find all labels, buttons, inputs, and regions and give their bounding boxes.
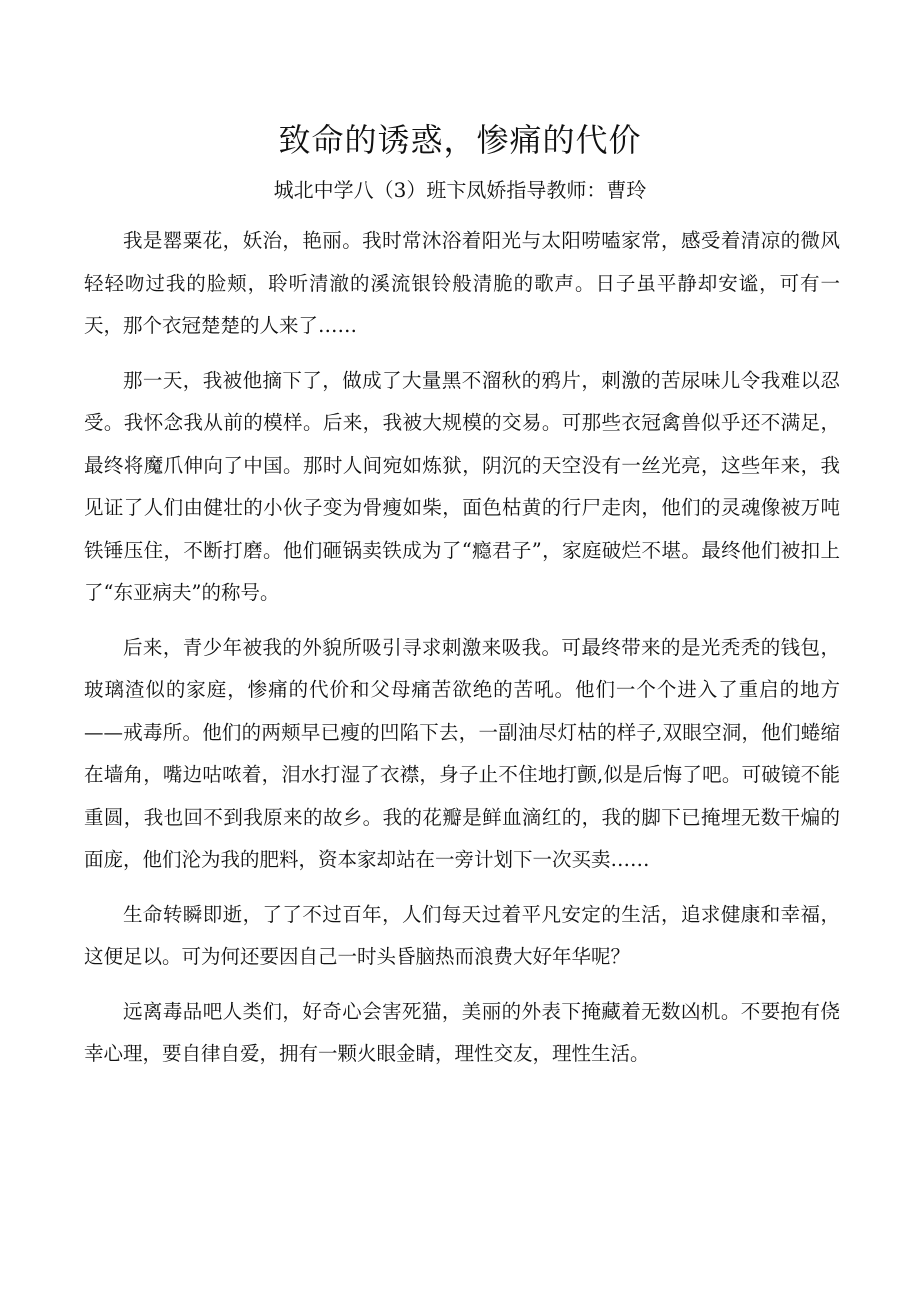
paragraph: 生命转瞬即逝，了了不过百年，人们每天过着平凡安定的生活，追求健康和幸福，这便足以。可为何还要因自己一时头昏脑热而浪费大好年华呢？ [84, 902, 840, 968]
document-title: 致命的诱惑，惨痛的代价 [278, 121, 642, 159]
author-byline: 城北中学八（3）班卞凤娇指导教师：曹玲 [273, 178, 647, 202]
paragraph: 后来，青少年被我的外貌所吸引寻求刺激来吸我。可最终带来的是光秃秃的钱包，玻璃渣似的家庭，惨痛的代价和父母痛苦欲绝的苦吼。他们一个个进入了重启的地方——戒毒所。他们的两颊早已瘦的凹陷下去，一副油尽灯枯的样子,双眼空洞，他们蜷缩在墙角，嘴边咕哝着，泪水打湿了衣襟，身子止不住地打颤,似是后悔了吧。可破镜不能重圆，我也回不到我原来的故乡。我的花瓣是鲜血滴红的，我的脚下已掩埋无数干煸的面庞，他们沦为我的肥料，资本家却站在一旁计划下一次买卖…… [84, 635, 840, 871]
paragraph: 远离毒品吧人类们，好奇心会害死猫，美丽的外表下掩藏着无数凶机。不要抱有侥幸心理，要自律自爱，拥有一颗火眼金睛，理性交友，理性生活。 [84, 999, 840, 1065]
paragraph: 那一天，我被他摘下了，做成了大量黑不溜秋的鸦片，刺激的苦尿味儿令我难以忍受。我怀念我从前的模样。后来，我被大规模的交易。可那些衣冠禽兽似乎还不满足，最终将魔爪伸向了中国。那时人间宛如炼狱，阴沉的天空没有一丝光亮，这些年来，我见证了人们由健壮的小伙子变为骨瘦如柴，面色枯黄的行尸走肉，他们的灵魂像被万吨铁锤压住，不断打磨。他们砸锅卖铁成为了“瘾君子”，家庭破烂不堪。最终他们被扣上了“东亚病夫”的称号。 [84, 368, 840, 604]
article-body [84, 220, 840, 1088]
paragraph: 我是罂粟花，妖治，艳丽。我时常沐浴着阳光与太阳唠嗑家常，感受着清凉的微风轻轻吻过我的脸颊，聆听清澈的溪流银铃般清脆的歌声。日子虽平静却安谧，可有一天，那个衣冠楚楚的人来了…… [84, 229, 840, 337]
